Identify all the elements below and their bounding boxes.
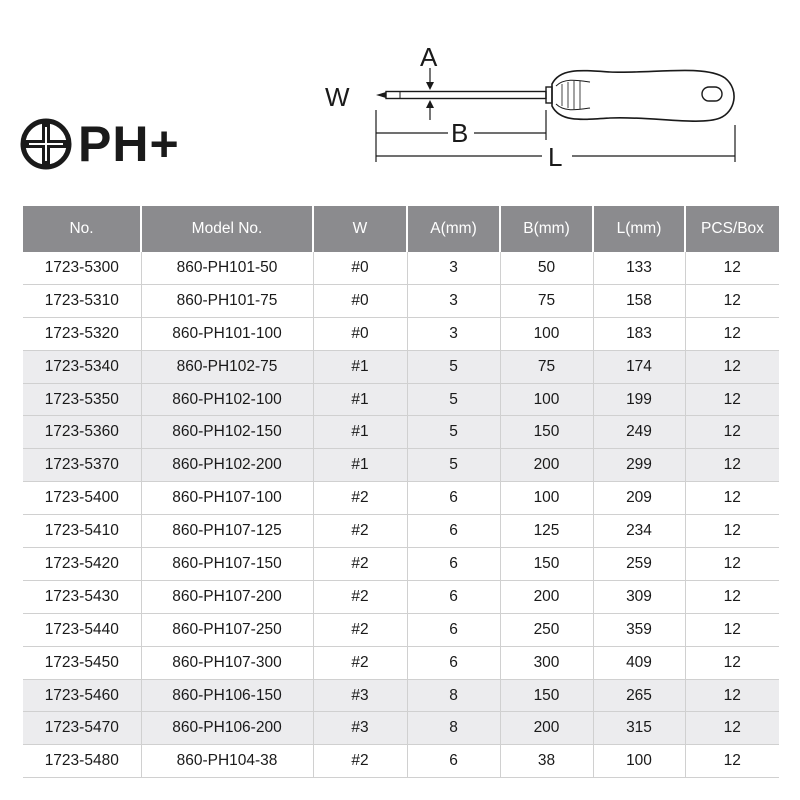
cell-pcs-per-box: 12 (685, 482, 779, 515)
cell-b-mm: 150 (500, 679, 593, 712)
table-row (23, 284, 779, 317)
cell-b-mm: 150 (500, 548, 593, 581)
cell-number: 1723-5340 (23, 350, 141, 383)
cell-b-mm: 250 (500, 613, 593, 646)
cell-l-mm: 249 (593, 416, 685, 449)
cell-pcs-per-box: 12 (685, 449, 779, 482)
cell-model-number: 860-PH102-200 (141, 449, 313, 482)
column-header-model-number: Model No. (141, 206, 313, 252)
cell-model-number: 860-PH106-150 (141, 679, 313, 712)
cell-pcs-per-box: 12 (685, 383, 779, 416)
cell-b-mm: 75 (500, 350, 593, 383)
column-header-w: W (313, 206, 407, 252)
cell-number: 1723-5360 (23, 416, 141, 449)
cell-b-mm: 200 (500, 449, 593, 482)
cell-l-mm: 174 (593, 350, 685, 383)
dimension-b-label: B (451, 118, 469, 148)
cell-pcs-per-box: 12 (685, 515, 779, 548)
cell-l-mm: 209 (593, 482, 685, 515)
cell-b-mm: 75 (500, 284, 593, 317)
cell-a-mm: 6 (407, 646, 500, 679)
cell-model-number: 860-PH101-100 (141, 317, 313, 350)
phillips-cross-icon (20, 118, 72, 170)
table-row (23, 712, 779, 745)
cell-model-number: 860-PH102-75 (141, 350, 313, 383)
cell-a-mm: 6 (407, 515, 500, 548)
cell-pcs-per-box: 12 (685, 613, 779, 646)
cell-w: #2 (313, 613, 407, 646)
cell-model-number: 860-PH102-150 (141, 416, 313, 449)
cell-l-mm: 183 (593, 317, 685, 350)
column-header-a-mm: A(mm) (407, 206, 500, 252)
table-row (23, 613, 779, 646)
cell-number: 1723-5460 (23, 679, 141, 712)
brand-logo (20, 116, 200, 172)
column-header-pcs-per-box: PCS/Box (685, 206, 779, 252)
cell-a-mm: 3 (407, 284, 500, 317)
cell-b-mm: 200 (500, 712, 593, 745)
cell-model-number: 860-PH101-50 (141, 252, 313, 284)
table-row (23, 646, 779, 679)
table-header-row (23, 206, 779, 252)
cell-w: #1 (313, 449, 407, 482)
cell-model-number: 860-PH107-150 (141, 548, 313, 581)
cell-l-mm: 100 (593, 745, 685, 778)
cell-l-mm: 315 (593, 712, 685, 745)
cell-w: #1 (313, 383, 407, 416)
cell-a-mm: 6 (407, 548, 500, 581)
table-row (23, 416, 779, 449)
cell-w: #2 (313, 745, 407, 778)
cell-w: #3 (313, 712, 407, 745)
cell-pcs-per-box: 12 (685, 712, 779, 745)
cell-number: 1723-5320 (23, 317, 141, 350)
cell-b-mm: 100 (500, 482, 593, 515)
cell-number: 1723-5420 (23, 548, 141, 581)
screwdriver-drawing (310, 40, 760, 170)
cell-pcs-per-box: 12 (685, 745, 779, 778)
cell-b-mm: 38 (500, 745, 593, 778)
cell-number: 1723-5430 (23, 580, 141, 613)
cell-w: #1 (313, 416, 407, 449)
cell-l-mm: 265 (593, 679, 685, 712)
column-header-l-mm: L(mm) (593, 206, 685, 252)
cell-number: 1723-5440 (23, 613, 141, 646)
table-row (23, 745, 779, 778)
cell-b-mm: 100 (500, 383, 593, 416)
cell-a-mm: 5 (407, 383, 500, 416)
table-row (23, 679, 779, 712)
spec-table (23, 206, 779, 778)
cell-b-mm: 125 (500, 515, 593, 548)
cell-model-number: 860-PH107-125 (141, 515, 313, 548)
table-body (23, 252, 779, 778)
cell-a-mm: 6 (407, 580, 500, 613)
cell-l-mm: 299 (593, 449, 685, 482)
table-row (23, 317, 779, 350)
cell-l-mm: 199 (593, 383, 685, 416)
cell-b-mm: 150 (500, 416, 593, 449)
cell-l-mm: 133 (593, 252, 685, 284)
cell-pcs-per-box: 12 (685, 646, 779, 679)
cell-model-number: 860-PH106-200 (141, 712, 313, 745)
cell-pcs-per-box: 12 (685, 317, 779, 350)
cell-model-number: 860-PH107-100 (141, 482, 313, 515)
cell-a-mm: 5 (407, 416, 500, 449)
cell-l-mm: 234 (593, 515, 685, 548)
cell-number: 1723-5480 (23, 745, 141, 778)
cell-a-mm: 8 (407, 679, 500, 712)
screwdriver-diagram (310, 40, 760, 170)
cell-pcs-per-box: 12 (685, 548, 779, 581)
cell-b-mm: 300 (500, 646, 593, 679)
cell-b-mm: 100 (500, 317, 593, 350)
cell-l-mm: 309 (593, 580, 685, 613)
cell-pcs-per-box: 12 (685, 252, 779, 284)
table-row (23, 548, 779, 581)
table-row (23, 482, 779, 515)
cell-model-number: 860-PH107-250 (141, 613, 313, 646)
cell-l-mm: 158 (593, 284, 685, 317)
cell-w: #2 (313, 515, 407, 548)
cell-number: 1723-5310 (23, 284, 141, 317)
cell-number: 1723-5470 (23, 712, 141, 745)
cell-model-number: 860-PH102-100 (141, 383, 313, 416)
cell-model-number: 860-PH107-200 (141, 580, 313, 613)
cell-number: 1723-5400 (23, 482, 141, 515)
cell-b-mm: 50 (500, 252, 593, 284)
cell-w: #0 (313, 284, 407, 317)
cell-number: 1723-5300 (23, 252, 141, 284)
cell-w: #1 (313, 350, 407, 383)
cell-pcs-per-box: 12 (685, 416, 779, 449)
cell-a-mm: 6 (407, 482, 500, 515)
table-row (23, 350, 779, 383)
cell-number: 1723-5410 (23, 515, 141, 548)
cell-model-number: 860-PH104-38 (141, 745, 313, 778)
cell-a-mm: 5 (407, 350, 500, 383)
cell-w: #0 (313, 252, 407, 284)
cell-model-number: 860-PH107-300 (141, 646, 313, 679)
cell-a-mm: 3 (407, 252, 500, 284)
cell-a-mm: 8 (407, 712, 500, 745)
column-header-number: No. (23, 206, 141, 252)
cell-w: #2 (313, 646, 407, 679)
cell-w: #3 (313, 679, 407, 712)
cell-pcs-per-box: 12 (685, 580, 779, 613)
column-header-b-mm: B(mm) (500, 206, 593, 252)
cell-l-mm: 409 (593, 646, 685, 679)
table-row (23, 252, 779, 284)
cell-w: #2 (313, 548, 407, 581)
cell-pcs-per-box: 12 (685, 284, 779, 317)
dimension-l-label: L (548, 142, 563, 172)
cell-a-mm: 3 (407, 317, 500, 350)
dimension-w-label: W (325, 82, 350, 112)
cell-number: 1723-5370 (23, 449, 141, 482)
brand-title: PH+ (78, 116, 180, 172)
cell-w: #2 (313, 580, 407, 613)
cell-a-mm: 6 (407, 745, 500, 778)
cell-l-mm: 259 (593, 548, 685, 581)
cell-a-mm: 5 (407, 449, 500, 482)
cell-l-mm: 359 (593, 613, 685, 646)
cell-pcs-per-box: 12 (685, 679, 779, 712)
table-row (23, 383, 779, 416)
table-row (23, 580, 779, 613)
dimension-a-label: A (420, 42, 438, 72)
cell-number: 1723-5350 (23, 383, 141, 416)
table-row (23, 515, 779, 548)
table-row (23, 449, 779, 482)
cell-pcs-per-box: 12 (685, 350, 779, 383)
cell-b-mm: 200 (500, 580, 593, 613)
cell-a-mm: 6 (407, 613, 500, 646)
cell-w: #0 (313, 317, 407, 350)
cell-w: #2 (313, 482, 407, 515)
cell-number: 1723-5450 (23, 646, 141, 679)
cell-model-number: 860-PH101-75 (141, 284, 313, 317)
